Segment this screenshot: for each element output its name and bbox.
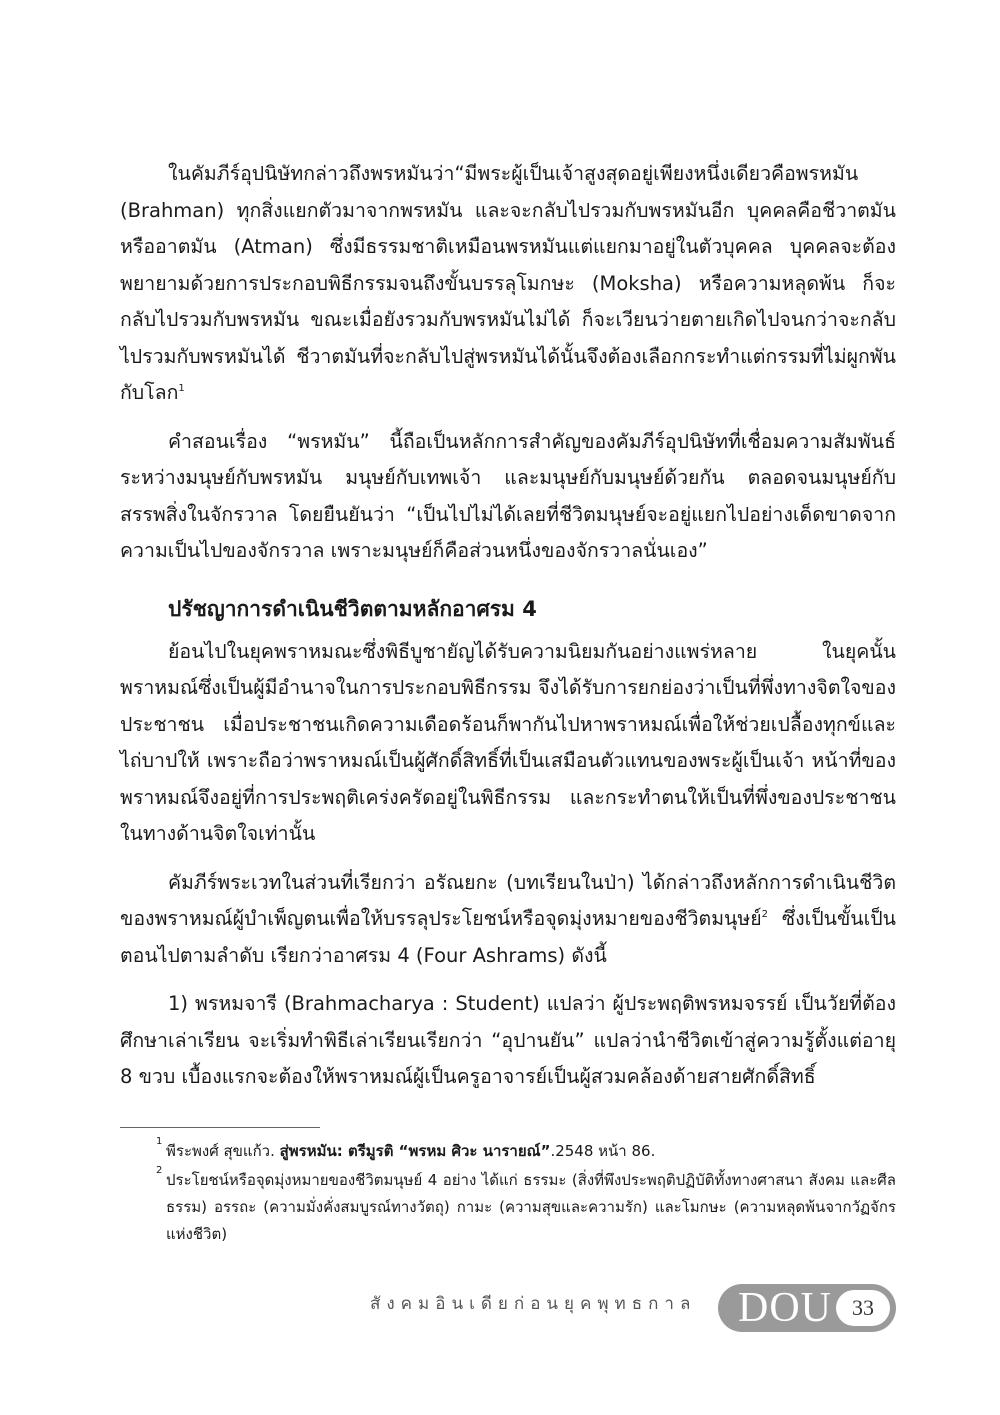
footnote-1: 1 พีระพงศ์ สุขแก้ว. สู่พรหมัน: ตรีมูรติ “พรหม ศิวะ นารายณ์”.2548 หน้า 86. — [156, 1136, 656, 1160]
main-text — [120, 156, 896, 1108]
section-heading: ปรัชญาการดำเนินชีวิตตามหลักอาศรม 4 — [168, 596, 537, 621]
paragraph-brahman-upanishad: ในคัมภีร์อุปนิษัทกล่าวถึงพรหมันว่า“มีพระผู้เป็นเจ้าสูงสุดอยู่เพียงหนึ่งเดียวคือพรหมัน (Brahman) ทุกสิ่งแยกตัวมาจากพรหมัน และจะกลับไปรวมกับพรหมันอีก บุคคลคือชีวาตมัน หรืออาตมัน (Atman) ซึ่งมีธรรมชาติเหมือนพรหมันแต่แยกมาอยู่ในตัวบุคคล บุคคลจะต้องพยายามด้วยการประกอบพิธีกรรมจนถึงขั้นบรรลุโมกษะ (Moksha) หรือความหลุดพ้น ก็จะกลับไปรวมกับพรหมัน ขณะเมื่อยังรวมกับพรหมันไม่ได้ ก็จะเวียนว่ายตายเกิดไปจนกว่าจะกลับไปรวมกับพรหมันได้ ชีวาตมันที่จะกลับไปสู่พรหมันได้นั้นจึงต้องเลือกกระทำแต่กรรมที่ไม่ผูกพันกับโลก$^1$ — [120, 162, 896, 404]
footnote-1-title: สู่พรหมัน: ตรีมูรติ “พรหม ศิวะ นารายณ์” — [279, 1142, 551, 1160]
footnote-2: 2 ประโยชน์หรือจุดมุ่งหมายของชีวิตมนุษย์ 4 อย่าง ได้แก่ ธรรมะ (สิ่งที่พึงประพฤติปฏิบัติทั้งทางศาสนา สังคม และศีลธรรม) อรรถะ (ความมั่งคั่งสมบูรณ์ทางวัตถุ) กามะ (ความสุขและความรัก) และโมกษะ (ความหลุดพ้นจากวัฏจักรแห่งชีวิต) — [156, 1165, 896, 1243]
footnote-ref-1[interactable]: 1 — [178, 383, 185, 394]
paragraph-brahmacharya: 1) พรหมจารี (Brahmacharya : Student) แปลว่า ผู้ประพฤติพรหมจรรย์ เป็นวัยที่ต้องศึกษาเล่าเรียน จะเริ่มทำพิธีเล่าเรียนเรียกว่า “อุปานยัน” แปลว่านำชีวิตเข้าสู่ความรู้ตั้งแต่อายุ 8 ขวบ เบื้องแรกจะต้องให้พราหมณ์ผู้เป็นครูอาจารย์เป็นผู้สวมคล้องด้ายสายศักดิ์สิทธิ์ — [120, 992, 896, 1088]
footnote-ref-2[interactable]: 2 — [761, 909, 769, 920]
footnote-divider — [120, 1127, 320, 1128]
dou-logo: DOU — [738, 1285, 832, 1331]
footnotes — [156, 1136, 896, 1250]
running-footer-title: สังคมอินเดียก่อนยุคพุทธกาล — [370, 1294, 697, 1314]
paragraph-brahman-teaching: คำสอนเรื่อง “พรหมัน” นี้ถือเป็นหลักการสำคัญของคัมภีร์อุปนิษัทที่เชื่อมความสัมพันธ์ระหว่างมนุษย์กับพรหมัน มนุษย์กับเทพเจ้า และมนุษย์กับมนุษย์ด้วยกัน ตลอดจนมนุษย์กับ สรรพสิ่งในจักรวาล โดยยืนยันว่า “เป็นไปไม่ได้เลยที่ชีวิตมนุษย์จะอยู่แยกไปอย่างเด็ดขาดจากความเป็นไปของจักรวาล เพราะมนุษย์ก็คือส่วนหนึ่งของจักรวาลนั่นเอง” — [120, 429, 896, 562]
paragraph-aranyaka: คัมภีร์พระเวทในส่วนที่เรียกว่า อรัณยกะ (บทเรียนในป่า) ได้กล่าวถึงหลักการดำเนินชีวิตของพราหมณ์ผู้บำเพ็ญตนเพื่อให้บรรลุประโยชน์หรือจุดมุ่งหมายของชีวิตมนุษย์$^2$ ซึ่งเป็นขั้นเป็นตอนไปตามลำดับ เรียกว่าอาศรม 4 (Four Ashrams) ดังนี้ — [120, 870, 896, 967]
page-number: 33 — [836, 1290, 890, 1326]
paragraph-brahmin-era: ย้อนไปในยุคพราหมณะซึ่งพิธีบูชายัญได้รับความนิยมกันอย่างแพร่หลาย ในยุคนั้นพราหมณ์ซึ่งเป็นผู้มีอำนาจในการประกอบพิธีกรรม จึงได้รับการยกย่องว่าเป็นที่พึ่งทางจิตใจของประชาชน เมื่อประชาชนเกิดความเดือดร้อนก็พากันไปหาพราหมณ์เพื่อให้ช่วยเปลื้องทุกข์และไถ่บาปให้ เพราะถือว่าพราหมณ์เป็นผู้ศักดิ์สิทธิ์ที่เป็นเสมือนตัวแทนของพระผู้เป็นเจ้า หน้าที่ของพราหมณ์จึงอยู่ที่การประพฤติเคร่งครัดอยู่ในพิธีกรรม และกระทำตนให้เป็นที่พึ่งของประชาชนในทางด้านจิตใจเท่านั้น — [120, 639, 896, 845]
